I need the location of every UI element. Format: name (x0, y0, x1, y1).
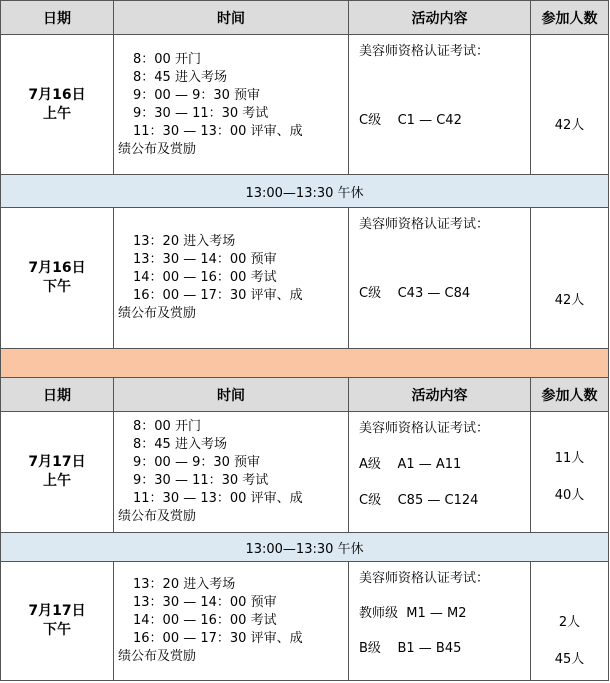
time-line: 8：45 进入考场 (133, 437, 227, 452)
header-date: 日期 (1, 378, 114, 412)
candidate-range: B1 — B45 (397, 641, 462, 656)
time-line: 13：20 进入考场 (133, 577, 236, 592)
activity-row (359, 456, 524, 474)
period-label: 下午 (43, 279, 71, 295)
header-row (1, 1, 609, 35)
day-separator (1, 349, 609, 378)
time-cell (114, 562, 349, 681)
candidate-range: A1 — A11 (397, 457, 462, 472)
break-label: 13:00—13:30 午休 (1, 175, 609, 208)
time-line: 8：00 开门 (133, 419, 201, 434)
date-cell (1, 562, 114, 681)
header-count: 参加人数 (531, 378, 609, 412)
activity-title: 美容师资格认证考试： (359, 44, 490, 59)
count-cell (531, 412, 609, 533)
time-line: 16：00 — 17：30 评审、成 (133, 631, 303, 646)
time-line-wrap: 绩公布及赏励 (118, 306, 197, 321)
time-line: 11：30 — 13：00 评审、成 (133, 491, 303, 506)
count-cell (531, 35, 609, 175)
candidate-range: C43 — C84 (397, 286, 471, 301)
time-line: 13：30 — 14：00 预审 (133, 252, 277, 267)
header-activity: 活动内容 (349, 378, 531, 412)
time-line: 9：00 — 9：30 预审 (133, 87, 261, 103)
time-line: 16：00 — 17：30 评审、成 (133, 288, 303, 303)
time-line: 13：30 — 14：00 预审 (133, 595, 277, 610)
time-cell (114, 412, 349, 533)
time-line: 14：00 — 16：00 考试 (133, 270, 277, 285)
break-label: 13:00—13:30 午休 (1, 533, 609, 562)
time-line: 9：30 — 11：30 考试 (133, 473, 269, 488)
date-cell (1, 412, 114, 533)
activity-cell (349, 412, 531, 533)
header-time: 时间 (114, 378, 349, 412)
candidate-range: M1 — M2 (406, 606, 467, 621)
period-label: 上午 (43, 105, 71, 122)
time-line-wrap: 绩公布及赏励 (118, 649, 197, 664)
break-row (1, 175, 609, 208)
date-cell (1, 208, 114, 349)
time-line: 9：00 — 9：30 预审 (133, 455, 261, 470)
candidate-range: C85 — C124 (397, 493, 479, 508)
activity-title: 美容师资格认证考试： (359, 571, 490, 586)
count-cell (531, 208, 609, 349)
date-label: 7月17日 (28, 603, 86, 619)
candidate-range: C1 — C42 (397, 113, 462, 128)
level-label: C级 (359, 286, 382, 301)
activity-title: 美容师资格认证考试： (359, 217, 490, 232)
activity-row (359, 112, 524, 130)
time-line: 11：30 — 13：00 评审、成 (133, 123, 303, 139)
activity-row (359, 640, 524, 658)
period-label: 上午 (43, 473, 71, 489)
count-cell (531, 562, 609, 681)
header-date: 日期 (1, 1, 114, 35)
session-row (1, 412, 609, 533)
time-line: 14：00 — 16：00 考试 (133, 613, 277, 628)
header-count: 参加人数 (531, 1, 609, 35)
date-label: 7月17日 (28, 454, 86, 470)
time-line-wrap: 绩公布及赏励 (118, 141, 197, 157)
header-time: 时间 (114, 1, 349, 35)
session-row (1, 208, 609, 349)
period-label: 下午 (43, 622, 71, 638)
activity-title: 美容师资格认证考试： (359, 421, 490, 436)
activity-row (359, 492, 524, 510)
level-label: B级 (359, 641, 381, 656)
date-label: 7月16日 (28, 86, 86, 103)
header-row (1, 378, 609, 412)
count-value: 11人 (554, 451, 585, 466)
activity-row (359, 285, 524, 303)
activity-cell (349, 35, 531, 175)
count-value: 2人 (558, 615, 581, 630)
time-line: 8：45 进入考场 (133, 69, 227, 85)
level-label: 教师级 (359, 606, 399, 621)
time-line: 13：20 进入考场 (133, 234, 236, 249)
activity-cell (349, 562, 531, 681)
time-cell (114, 35, 349, 175)
time-line-wrap: 绩公布及赏励 (118, 509, 197, 524)
date-label: 7月16日 (28, 260, 86, 276)
level-label: C级 (359, 493, 382, 508)
activity-cell (349, 208, 531, 349)
count-value: 42人 (554, 118, 585, 133)
count-value: 42人 (554, 292, 585, 308)
header-activity: 活动内容 (349, 1, 531, 35)
time-cell (114, 208, 349, 349)
session-row (1, 562, 609, 681)
count-value: 45人 (554, 652, 585, 667)
break-row (1, 533, 609, 562)
time-line: 8：00 开门 (133, 51, 201, 67)
time-line: 9：30 — 11：30 考试 (133, 105, 269, 121)
level-label: C级 (359, 113, 382, 128)
session-row (1, 35, 609, 175)
count-value: 40人 (554, 488, 585, 503)
activity-row (359, 605, 524, 623)
date-cell (1, 35, 114, 175)
level-label: A级 (359, 457, 381, 472)
